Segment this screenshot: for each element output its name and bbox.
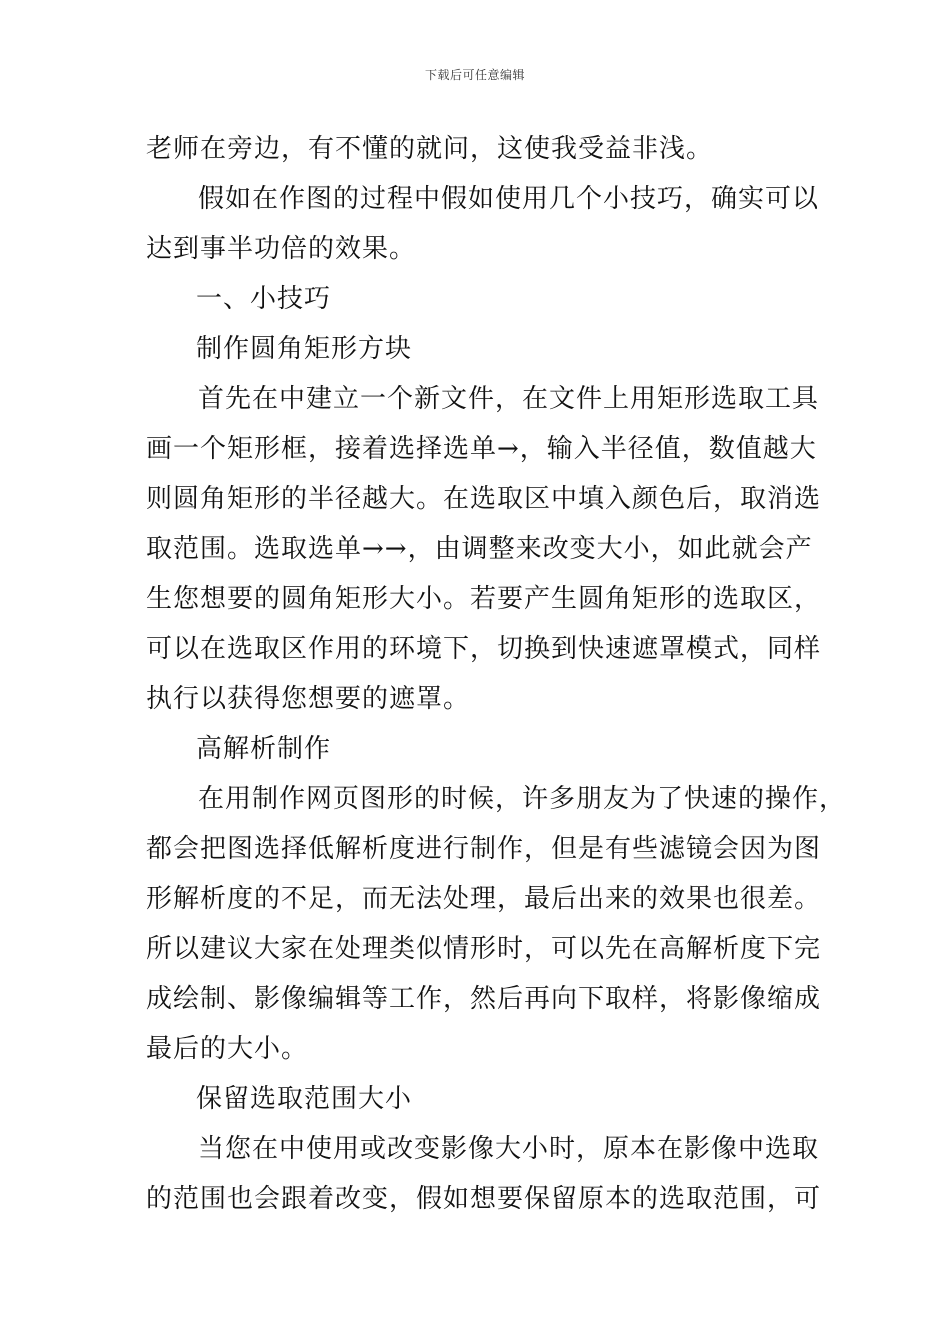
paragraph-line: 执行以获得您想要的遮罩。 (146, 684, 471, 714)
paragraph-line: 老师在旁边，有不懂的就问，这使我受益非浅。 (146, 134, 714, 164)
paragraph-line: 假如在作图的过程中假如使用几个小技巧，确实可以 (198, 184, 820, 214)
paragraph-line: 成绘制、影像编辑等工作，然后再向下取样，将影像缩成 (146, 984, 822, 1014)
paragraph-line: 的范围也会跟着改变，假如想要保留原本的选取范围，可 (146, 1184, 822, 1214)
paragraph-line: 可以在选取区作用的环境下，切换到快速遮罩模式，同样 (146, 634, 822, 664)
subsection-heading: 保留选取范围大小 (196, 1084, 413, 1114)
paragraph-line: 生您想要的圆角矩形大小。若要产生圆角矩形的选取区， (146, 584, 822, 614)
paragraph-line: 则圆角矩形的半径越大。在选取区中填入颜色后，取消选 (146, 484, 822, 514)
subsection-heading: 制作圆角矩形方块 (196, 334, 413, 364)
section-heading: 一、小技巧 (196, 284, 332, 314)
paragraph-line: 取范围。选取选单→→，由调整来改变大小，如此就会产 (146, 534, 813, 564)
paragraph-line: 所以建议大家在处理类似情形时，可以先在高解析度下完 (146, 934, 822, 964)
paragraph-line: 在用制作网页图形的时候，许多朋友为了快速的操作， (198, 784, 847, 814)
page-header-note: 下载后可任意编辑 (424, 68, 525, 82)
paragraph-line: 首先在中建立一个新文件，在文件上用矩形选取工具 (198, 384, 820, 414)
paragraph-line: 都会把图选择低解析度进行制作，但是有些滤镜会因为图 (146, 834, 822, 864)
paragraph-line: 当您在中使用或改变影像大小时，原本在影像中选取 (198, 1134, 820, 1164)
paragraph-line: 形解析度的不足，而无法处理，最后出来的效果也很差。 (146, 884, 822, 914)
subsection-heading: 高解析制作 (196, 734, 332, 764)
paragraph-line: 最后的大小。 (146, 1034, 309, 1064)
paragraph-line: 达到事半功倍的效果。 (146, 234, 417, 264)
paragraph-line: 画一个矩形框，接着选择选单→，输入半径值，数值越大 (146, 434, 817, 464)
